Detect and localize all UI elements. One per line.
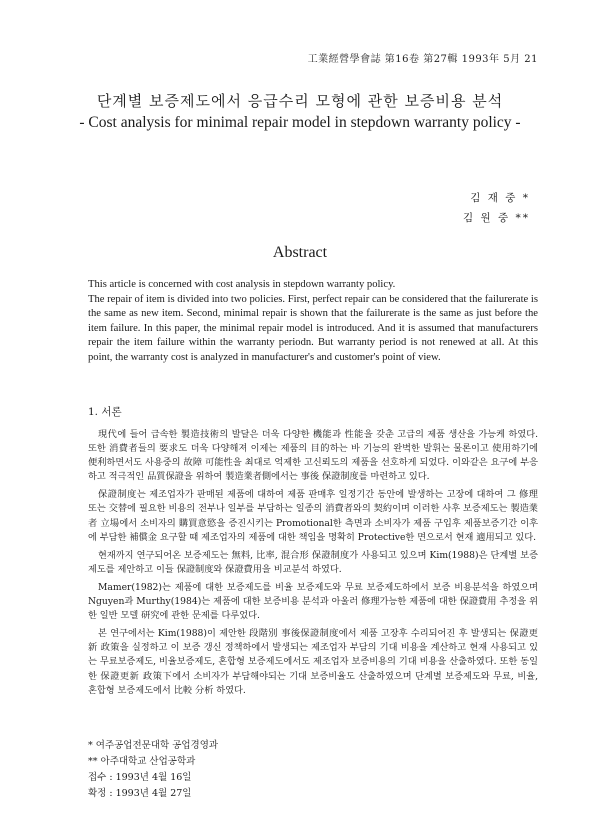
footnote-affiliation-1: * 여주공업전문대학 공업경영과 [88, 740, 219, 751]
author-1: 김 재 중 * [470, 192, 530, 204]
body-paragraph: 본 연구에서는 Kim(1988)이 제안한 段階別 事後保證制度에서 제품 고장후 수리되어진 후 발생되는 保證更新 政策을 실정하고 이 보증 갱신 정책하에서 발생되는 제조업자 부담의 기대 비용을 계산하고 현재 사용되고 있는 무료보증제도, 비율보증제도, 혼합형 보증제도에서도 제조업자 보증비용의 기대 비용을 산출하였다. 또한 동일한 保證更新 政策下에서 소비자가 부담해야되는 기대 보증비율도 산출하였으며 단계별 보증제도와 무료, 비율, 혼합형 보증제도에서 比較 分析 하였다. [88, 628, 538, 696]
journal-header: 工業經營學會誌 第16卷 第27輯 1993年 5月 21 [307, 54, 538, 65]
section-heading: 1. 서론 [88, 406, 122, 418]
footnote-accepted: 확정 : 1993년 4월 27일 [88, 788, 192, 799]
body-paragraph: Mamer(1982)는 제품에 대한 보증제도를 비율 보증제도와 무료 보증제도하에서 보증 비용분석을 하였으며 Nguyen과 Murthy(1984)는 제품에 대한 보증비용 분석과 아울러 修理가능한 제품에 대한 保證費用 추정을 위한 일반 모델 研究에 관한 문제를 다루었다. [88, 581, 538, 622]
abstract-paragraph: This article is concerned with cost analysis in stepdown warranty policy. [88, 279, 396, 290]
footnote-received: 접수 : 1993년 4월 16일 [88, 772, 192, 783]
title-korean: 단계별 보증제도에서 응급수리 모형에 관한 보증비용 분석 [96, 92, 504, 110]
body-text [88, 428, 538, 702]
abstract-heading: Abstract [272, 244, 328, 261]
body-paragraph: 현재까지 연구되어온 보증제도는 無料, 比率, 混合形 保證制度가 사용되고 있으며 Kim(1988)은 단계별 보증제도를 제안하고 이들 保證制度와 保證費用을 비교분석 하였다. [88, 549, 538, 575]
footnote-affiliation-2: ** 아주대학교 산업공학과 [88, 756, 196, 767]
title-english: - Cost analysis for minimal repair model in stepdown warranty policy - [79, 114, 521, 131]
footnotes [88, 738, 218, 802]
body-paragraph: 保證制度는 제조업자가 판매된 제품에 대하여 제품 판매후 일정기간 동안에 발생하는 고장에 대하여 그 修理 또는 交替에 필요한 비용의 전부나 일부를 부담하는 일종의 消費者와의 契約이며 이러한 사후 보증제도는 製造業者 立場에서 소비자의 購買意慾을 증진시키는 Promotional한 측면과 소비자가 제품 구입후 제품보증기간 이후에 부담한 補償金 요구할 때 제조업자의 제품에 대한 책임을 명확히 Protective한 면으로서 현재 適用되고 있다. [88, 489, 538, 543]
author-list [463, 188, 530, 228]
abstract-body [88, 278, 538, 366]
abstract-paragraph: The repair of item is divided into two policies. First, perfect repair can be considered that the failurerate is the same as new item. Second, minimal repair is shown that the failurerate is the same as just before the item failure. In this paper, the minimal repair model is introduced. And it is assumed that manufacturers repair the item failure within the warranty periodn. But warranty period is not renewed at all. At this point, the warranty cost is analyzed in manufacturer's and customer's point of view. [88, 293, 538, 363]
author-2: 김 원 중 ** [463, 212, 530, 224]
body-paragraph: 現代에 들어 급속한 製造技術의 발달은 더욱 다양한 機能과 性能을 갖춘 고급의 제품 생산을 가능케 하였다. 또한 消費者들의 要求도 더욱 다양해져 이제는 제품의 目的하는 바 기능의 완벽한 발휘는 물론이고 使用하기에 便利하면서도 사용중의 故障 可能性을 최대로 억제한 고신뢰도의 제품을 선호하게 되었다. 이와같은 요구에 부응하고 적극적인 品質保證을 위하여 製造業者側에서는 事後 保證制度를 마련하고 있다. [88, 429, 538, 483]
